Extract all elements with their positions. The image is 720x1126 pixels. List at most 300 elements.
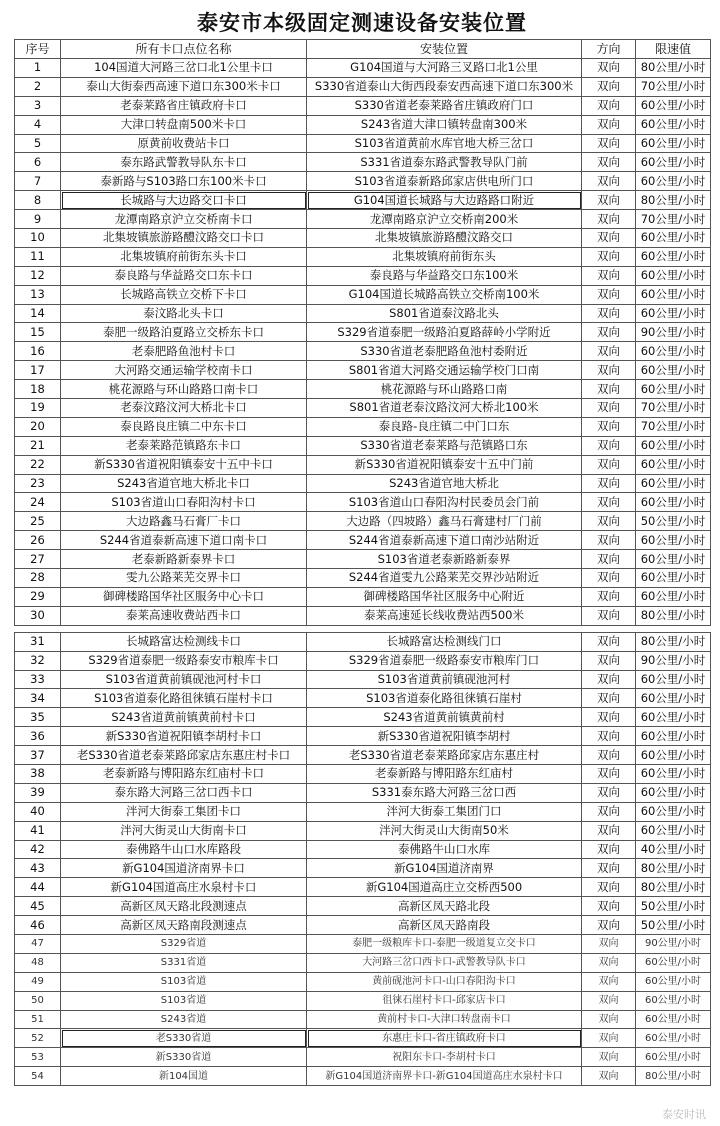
checkpoint-name: 新S330省道祝阳镇泰安十五中卡口: [61, 455, 307, 474]
install-location: 泰肥一级粮库卡口-泰肥一级道复立交卡口: [307, 934, 582, 953]
install-location: S330省道老泰肥路鱼池村委附近: [307, 342, 582, 361]
checkpoint-name: 北集坡镇旅游路醴汶路交口卡口: [61, 229, 307, 248]
table-row: [15, 59, 711, 78]
direction: 双向: [582, 266, 636, 285]
row-index: 16: [15, 342, 61, 361]
row-index: 10: [15, 229, 61, 248]
speed-limit: 80公里/小时: [636, 878, 711, 897]
direction: 双向: [582, 1048, 636, 1067]
speed-limit: 80公里/小时: [636, 606, 711, 625]
table-row: [15, 878, 711, 897]
speed-limit: 60公里/小时: [636, 115, 711, 134]
row-index: 29: [15, 587, 61, 606]
install-location: S243省道黄前镇黄前村: [307, 708, 582, 727]
checkpoint-name: 老泰新路与博阳路东红庙村卡口: [61, 764, 307, 783]
speed-limit: 60公里/小时: [636, 380, 711, 399]
install-location: S330省道泰山大街西段泰安西高速下道口东300米: [307, 77, 582, 96]
direction: 双向: [582, 783, 636, 802]
install-location: 大边路（四坡路）鑫马石膏建村厂门前: [307, 512, 582, 531]
checkpoint-name: S243省道官地大桥北卡口: [61, 474, 307, 493]
direction: 双向: [582, 417, 636, 436]
header-row: [15, 40, 711, 59]
speed-limit: 60公里/小时: [636, 1010, 711, 1029]
table-row: [15, 897, 711, 916]
checkpoint-name: 长城路富达检测线卡口: [61, 632, 307, 651]
direction: 双向: [582, 632, 636, 651]
row-index: 19: [15, 399, 61, 418]
speed-limit: 60公里/小时: [636, 953, 711, 972]
row-index: 54: [15, 1067, 61, 1086]
table-row: [15, 783, 711, 802]
install-location: S243省道官地大桥北: [307, 474, 582, 493]
direction: 双向: [582, 115, 636, 134]
direction: 双向: [582, 651, 636, 670]
speed-limit: 60公里/小时: [636, 1029, 711, 1048]
direction: 双向: [582, 821, 636, 840]
row-index: 20: [15, 417, 61, 436]
install-location: 北集坡镇旅游路醴汶路交口: [307, 229, 582, 248]
table-gap: [15, 625, 711, 632]
speed-camera-sheet: [14, 8, 710, 1086]
checkpoint-name: S243省道: [61, 1010, 307, 1029]
direction: 双向: [582, 764, 636, 783]
row-index: 50: [15, 991, 61, 1010]
checkpoint-name: 长城路高铁立交桥下卡口: [61, 285, 307, 304]
direction: 双向: [582, 670, 636, 689]
row-index: 28: [15, 569, 61, 588]
speed-limit: 90公里/小时: [636, 323, 711, 342]
speed-limit: 80公里/小时: [636, 1067, 711, 1086]
direction: 双向: [582, 953, 636, 972]
install-location: 泮河大街泰工集团门口: [307, 802, 582, 821]
install-location: 黄前砚池河卡口-山口春阳沟卡口: [307, 972, 582, 991]
checkpoint-name: 老泰莱路省庄镇政府卡口: [61, 96, 307, 115]
checkpoint-name: 新G104国道高庄水泉村卡口: [61, 878, 307, 897]
row-index: 30: [15, 606, 61, 625]
direction: 双向: [582, 455, 636, 474]
table-row: [15, 821, 711, 840]
checkpoint-name: 泰汶路北头卡口: [61, 304, 307, 323]
table-row: [15, 474, 711, 493]
table-row: [15, 455, 711, 474]
header-install-location: 安装位置: [307, 40, 582, 59]
table-row: [15, 512, 711, 531]
speed-limit: 60公里/小时: [636, 708, 711, 727]
header-speed-limit: 限速值: [636, 40, 711, 59]
row-index: 6: [15, 153, 61, 172]
header-direction: 方向: [582, 40, 636, 59]
table-row: [15, 417, 711, 436]
direction: 双向: [582, 916, 636, 935]
row-index: 47: [15, 934, 61, 953]
table-row: [15, 266, 711, 285]
install-location: 泰莱高速延长线收费站西500米: [307, 606, 582, 625]
table-row: [15, 304, 711, 323]
direction: 双向: [582, 399, 636, 418]
checkpoint-name: 大边路鑫马石膏厂卡口: [61, 512, 307, 531]
checkpoint-name: 老泰莱路范镇路东卡口: [61, 436, 307, 455]
table-row: [15, 840, 711, 859]
checkpoint-name: 老泰肥路鱼池村卡口: [61, 342, 307, 361]
install-location: S801省道泰汶路北头: [307, 304, 582, 323]
speed-limit: 60公里/小时: [636, 361, 711, 380]
install-location: 长城路富达检测线门口: [307, 632, 582, 651]
row-index: 45: [15, 897, 61, 916]
speed-limit: 70公里/小时: [636, 210, 711, 229]
checkpoint-name: 老泰汶路汶河大桥北卡口: [61, 399, 307, 418]
row-index: 53: [15, 1048, 61, 1067]
install-location: 新S330省道祝阳镇泰安十五中门前: [307, 455, 582, 474]
direction: 双向: [582, 727, 636, 746]
direction: 双向: [582, 569, 636, 588]
speed-limit: 60公里/小时: [636, 247, 711, 266]
row-index: 24: [15, 493, 61, 512]
install-location: 泰佛路牛山口水库: [307, 840, 582, 859]
direction: 双向: [582, 512, 636, 531]
checkpoint-name: 新S330省道祝阳镇李胡村卡口: [61, 727, 307, 746]
table-row: [15, 953, 711, 972]
direction: 双向: [582, 304, 636, 323]
speed-limit: 60公里/小时: [636, 134, 711, 153]
checkpoint-name: 高新区凤天路南段测速点: [61, 916, 307, 935]
checkpoint-name: 泰良路良庄镇二中东卡口: [61, 417, 307, 436]
install-location: S103省道黄前镇砚池河村: [307, 670, 582, 689]
table-row: [15, 191, 711, 210]
speed-limit: 60公里/小时: [636, 821, 711, 840]
table-row: [15, 689, 711, 708]
checkpoint-name: 老S330省道: [61, 1029, 307, 1048]
direction: 双向: [582, 191, 636, 210]
row-index: 9: [15, 210, 61, 229]
direction: 双向: [582, 247, 636, 266]
checkpoint-name: 大河路交通运输学校南卡口: [61, 361, 307, 380]
row-index: 43: [15, 859, 61, 878]
checkpoint-name: S103省道: [61, 972, 307, 991]
table-row: [15, 764, 711, 783]
direction: 双向: [582, 606, 636, 625]
table-row: [15, 972, 711, 991]
install-location: 北集坡镇府前街东头: [307, 247, 582, 266]
table-gap-cell: [15, 625, 711, 632]
row-index: 39: [15, 783, 61, 802]
row-index: 5: [15, 134, 61, 153]
checkpoint-name: 老泰新路新泰界卡口: [61, 550, 307, 569]
table-row: [15, 859, 711, 878]
install-location: S103省道泰化路徂徕镇石崖村: [307, 689, 582, 708]
table-row: [15, 569, 711, 588]
sheet-title: 泰安市本级固定测速设备安装位置: [197, 11, 527, 35]
direction: 双向: [582, 134, 636, 153]
table-row: [15, 632, 711, 651]
direction: 双向: [582, 229, 636, 248]
install-location: 新G104国道高庄立交桥西500: [307, 878, 582, 897]
direction: 双向: [582, 972, 636, 991]
row-index: 31: [15, 632, 61, 651]
checkpoint-name: S103省道泰化路徂徕镇石崖村卡口: [61, 689, 307, 708]
row-index: 52: [15, 1029, 61, 1048]
checkpoint-name: 泰山大街泰西高速下道口东300米卡口: [61, 77, 307, 96]
table-row: [15, 77, 711, 96]
checkpoint-name: 新S330省道: [61, 1048, 307, 1067]
table-row: [15, 1010, 711, 1029]
checkpoint-name: 新104国道: [61, 1067, 307, 1086]
install-location: 桃花源路与环山路路口南: [307, 380, 582, 399]
install-location: S801省道老泰汶路汶河大桥北100米: [307, 399, 582, 418]
row-index: 42: [15, 840, 61, 859]
table-row: [15, 916, 711, 935]
table-row: [15, 172, 711, 191]
install-location: 御碑楼路国华社区服务中心附近: [307, 587, 582, 606]
speed-limit: 60公里/小时: [636, 587, 711, 606]
install-location: S244省道雯九公路莱芜交界沙站附近: [307, 569, 582, 588]
direction: 双向: [582, 802, 636, 821]
checkpoint-name: 泰肥一级路泊夏路立交桥东卡口: [61, 323, 307, 342]
table-row: [15, 153, 711, 172]
header-index: 序号: [15, 40, 61, 59]
speed-limit: 60公里/小时: [636, 689, 711, 708]
table-row: [15, 587, 711, 606]
speed-limit: 80公里/小时: [636, 632, 711, 651]
speed-limit: 60公里/小时: [636, 764, 711, 783]
table-row: [15, 651, 711, 670]
speed-limit: 60公里/小时: [636, 342, 711, 361]
speed-limit: 60公里/小时: [636, 670, 711, 689]
table-row: [15, 399, 711, 418]
install-location: 东惠庄卡口-省庄镇政府卡口: [307, 1029, 582, 1048]
table-row: [15, 380, 711, 399]
speed-limit: 70公里/小时: [636, 399, 711, 418]
checkpoint-name: S103省道: [61, 991, 307, 1010]
table-row: [15, 670, 711, 689]
checkpoint-name: S243省道黄前镇黄前村卡口: [61, 708, 307, 727]
checkpoint-name: 104国道大河路三岔口北1公里卡口: [61, 59, 307, 78]
checkpoint-name: 泰新路与S103路口东100米卡口: [61, 172, 307, 191]
table-row: [15, 708, 711, 727]
checkpoint-name: 北集坡镇府前街东头卡口: [61, 247, 307, 266]
install-location: 泮河大街灵山大街南50米: [307, 821, 582, 840]
speed-limit: 60公里/小时: [636, 96, 711, 115]
checkpoint-name: S329省道: [61, 934, 307, 953]
speed-limit: 60公里/小时: [636, 493, 711, 512]
direction: 双向: [582, 934, 636, 953]
table-row: [15, 361, 711, 380]
checkpoint-name: 长城路与大边路交口卡口: [61, 191, 307, 210]
row-index: 34: [15, 689, 61, 708]
speed-limit: 60公里/小时: [636, 569, 711, 588]
row-index: 2: [15, 77, 61, 96]
direction: 双向: [582, 77, 636, 96]
row-index: 41: [15, 821, 61, 840]
direction: 双向: [582, 1067, 636, 1086]
install-location: S801省道大河路交通运输学校门口南: [307, 361, 582, 380]
table-row: [15, 802, 711, 821]
table-row: [15, 436, 711, 455]
checkpoint-name: S103省道山口春阳沟村卡口: [61, 493, 307, 512]
checkpoint-name: 泰佛路牛山口水库路段: [61, 840, 307, 859]
direction: 双向: [582, 323, 636, 342]
checkpoint-name: S331省道: [61, 953, 307, 972]
row-index: 40: [15, 802, 61, 821]
install-location: S329省道泰肥一级路泊夏路薛岭小学附近: [307, 323, 582, 342]
speed-limit: 60公里/小时: [636, 266, 711, 285]
row-index: 25: [15, 512, 61, 531]
install-location: S330省道老泰莱路省庄镇政府门口: [307, 96, 582, 115]
row-index: 44: [15, 878, 61, 897]
speed-limit: 60公里/小时: [636, 550, 711, 569]
install-location: S243省道大津口镇转盘南300米: [307, 115, 582, 134]
speed-limit: 60公里/小时: [636, 727, 711, 746]
direction: 双向: [582, 474, 636, 493]
checkpoint-name: 泰莱高速收费站西卡口: [61, 606, 307, 625]
table-row: [15, 96, 711, 115]
checkpoint-name: 高新区凤天路北段测速点: [61, 897, 307, 916]
direction: 双向: [582, 96, 636, 115]
install-location: 大河路三岔口西卡口-武警教导队卡口: [307, 953, 582, 972]
table-row: [15, 550, 711, 569]
install-location: 新S330省道祝阳镇李胡村: [307, 727, 582, 746]
direction: 双向: [582, 550, 636, 569]
install-location: S331泰东路大河路三岔口西: [307, 783, 582, 802]
row-index: 32: [15, 651, 61, 670]
install-location: 老泰新路与博阳路东红庙村: [307, 764, 582, 783]
checkpoint-name: 泮河大街灵山大街南卡口: [61, 821, 307, 840]
table-row: [15, 493, 711, 512]
table-row: [15, 1067, 711, 1086]
direction: 双向: [582, 436, 636, 455]
table-row: [15, 1029, 711, 1048]
table-row: [15, 247, 711, 266]
table-row: [15, 1048, 711, 1067]
install-location: S103省道山口春阳沟村民委员会门前: [307, 493, 582, 512]
table-row: [15, 727, 711, 746]
speed-limit: 60公里/小时: [636, 783, 711, 802]
speed-limit: 80公里/小时: [636, 59, 711, 78]
speed-camera-table: [14, 39, 711, 1086]
direction: 双向: [582, 878, 636, 897]
install-location: S330省道老泰莱路与范镇路口东: [307, 436, 582, 455]
table-row: [15, 531, 711, 550]
install-location: S103省道泰新路邱家店供电所门口: [307, 172, 582, 191]
table-row: [15, 134, 711, 153]
install-location: 黄前村卡口-大津口转盘南卡口: [307, 1010, 582, 1029]
speed-limit: 60公里/小时: [636, 802, 711, 821]
direction: 双向: [582, 285, 636, 304]
table-row: [15, 606, 711, 625]
speed-limit: 60公里/小时: [636, 285, 711, 304]
direction: 双向: [582, 689, 636, 708]
watermark-text: 泰安时讯: [662, 1108, 706, 1121]
direction: 双向: [582, 380, 636, 399]
speed-limit: 80公里/小时: [636, 191, 711, 210]
checkpoint-name: 泰东路武警教导队东卡口: [61, 153, 307, 172]
direction: 双向: [582, 587, 636, 606]
direction: 双向: [582, 991, 636, 1010]
speed-limit: 50公里/小时: [636, 512, 711, 531]
checkpoint-name: 泰东路大河路三岔口西卡口: [61, 783, 307, 802]
row-index: 48: [15, 953, 61, 972]
checkpoint-name: 桃花源路与环山路路口南卡口: [61, 380, 307, 399]
speed-limit: 60公里/小时: [636, 436, 711, 455]
row-index: 38: [15, 764, 61, 783]
speed-limit: 60公里/小时: [636, 153, 711, 172]
row-index: 49: [15, 972, 61, 991]
speed-limit: 70公里/小时: [636, 77, 711, 96]
table-row: [15, 323, 711, 342]
direction: 双向: [582, 172, 636, 191]
row-index: 37: [15, 746, 61, 765]
row-index: 51: [15, 1010, 61, 1029]
install-location: G104国道与大河路三叉路口北1公里: [307, 59, 582, 78]
direction: 双向: [582, 708, 636, 727]
row-index: 1: [15, 59, 61, 78]
row-index: 26: [15, 531, 61, 550]
speed-limit: 60公里/小时: [636, 1048, 711, 1067]
install-location: 祝阳东卡口-李胡村卡口: [307, 1048, 582, 1067]
table-row: [15, 210, 711, 229]
checkpoint-name: 雯九公路莱芜交界卡口: [61, 569, 307, 588]
speed-limit: 60公里/小时: [636, 474, 711, 493]
speed-limit: 60公里/小时: [636, 172, 711, 191]
row-index: 35: [15, 708, 61, 727]
install-location: S103省道黄前水库官地大桥三岔口: [307, 134, 582, 153]
install-location: 高新区凤天路北段: [307, 897, 582, 916]
checkpoint-name: S244省道泰新高速下道口南卡口: [61, 531, 307, 550]
install-location: S103省道老泰新路新泰界: [307, 550, 582, 569]
install-location: 新G104国道济南界: [307, 859, 582, 878]
direction: 双向: [582, 840, 636, 859]
install-location: G104国道长城路与大边路路口附近: [307, 191, 582, 210]
direction: 双向: [582, 746, 636, 765]
row-index: 13: [15, 285, 61, 304]
row-index: 18: [15, 380, 61, 399]
speed-limit: 70公里/小时: [636, 417, 711, 436]
checkpoint-name: 原黄前收费站卡口: [61, 134, 307, 153]
direction: 双向: [582, 1029, 636, 1048]
checkpoint-name: 老S330省道老泰莱路邱家店东惠庄村卡口: [61, 746, 307, 765]
direction: 双向: [582, 342, 636, 361]
row-index: 15: [15, 323, 61, 342]
install-location: 泰良路与华益路交口东100米: [307, 266, 582, 285]
install-location: S331省道泰东路武警教导队门前: [307, 153, 582, 172]
row-index: 17: [15, 361, 61, 380]
table-row: [15, 115, 711, 134]
row-index: 4: [15, 115, 61, 134]
install-location: S244省道泰新高速下道口南沙站附近: [307, 531, 582, 550]
speed-limit: 90公里/小时: [636, 651, 711, 670]
table-row: [15, 934, 711, 953]
direction: 双向: [582, 59, 636, 78]
direction: 双向: [582, 859, 636, 878]
row-index: 14: [15, 304, 61, 323]
row-index: 27: [15, 550, 61, 569]
install-location: 徂徕石崖村卡口-邱家店卡口: [307, 991, 582, 1010]
checkpoint-name: 泰良路与华益路交口东卡口: [61, 266, 307, 285]
speed-limit: 50公里/小时: [636, 897, 711, 916]
row-index: 22: [15, 455, 61, 474]
speed-limit: 60公里/小时: [636, 531, 711, 550]
install-location: 高新区凤天路南段: [307, 916, 582, 935]
speed-limit: 60公里/小时: [636, 991, 711, 1010]
direction: 双向: [582, 210, 636, 229]
table-row: [15, 991, 711, 1010]
row-index: 46: [15, 916, 61, 935]
speed-limit: 80公里/小时: [636, 859, 711, 878]
row-index: 7: [15, 172, 61, 191]
speed-limit: 50公里/小时: [636, 916, 711, 935]
table-row: [15, 229, 711, 248]
install-location: 新G104国道济南界卡口-新G104国道高庄水泉村卡口: [307, 1067, 582, 1086]
checkpoint-name: 御碑楼路国华社区服务中心卡口: [61, 587, 307, 606]
